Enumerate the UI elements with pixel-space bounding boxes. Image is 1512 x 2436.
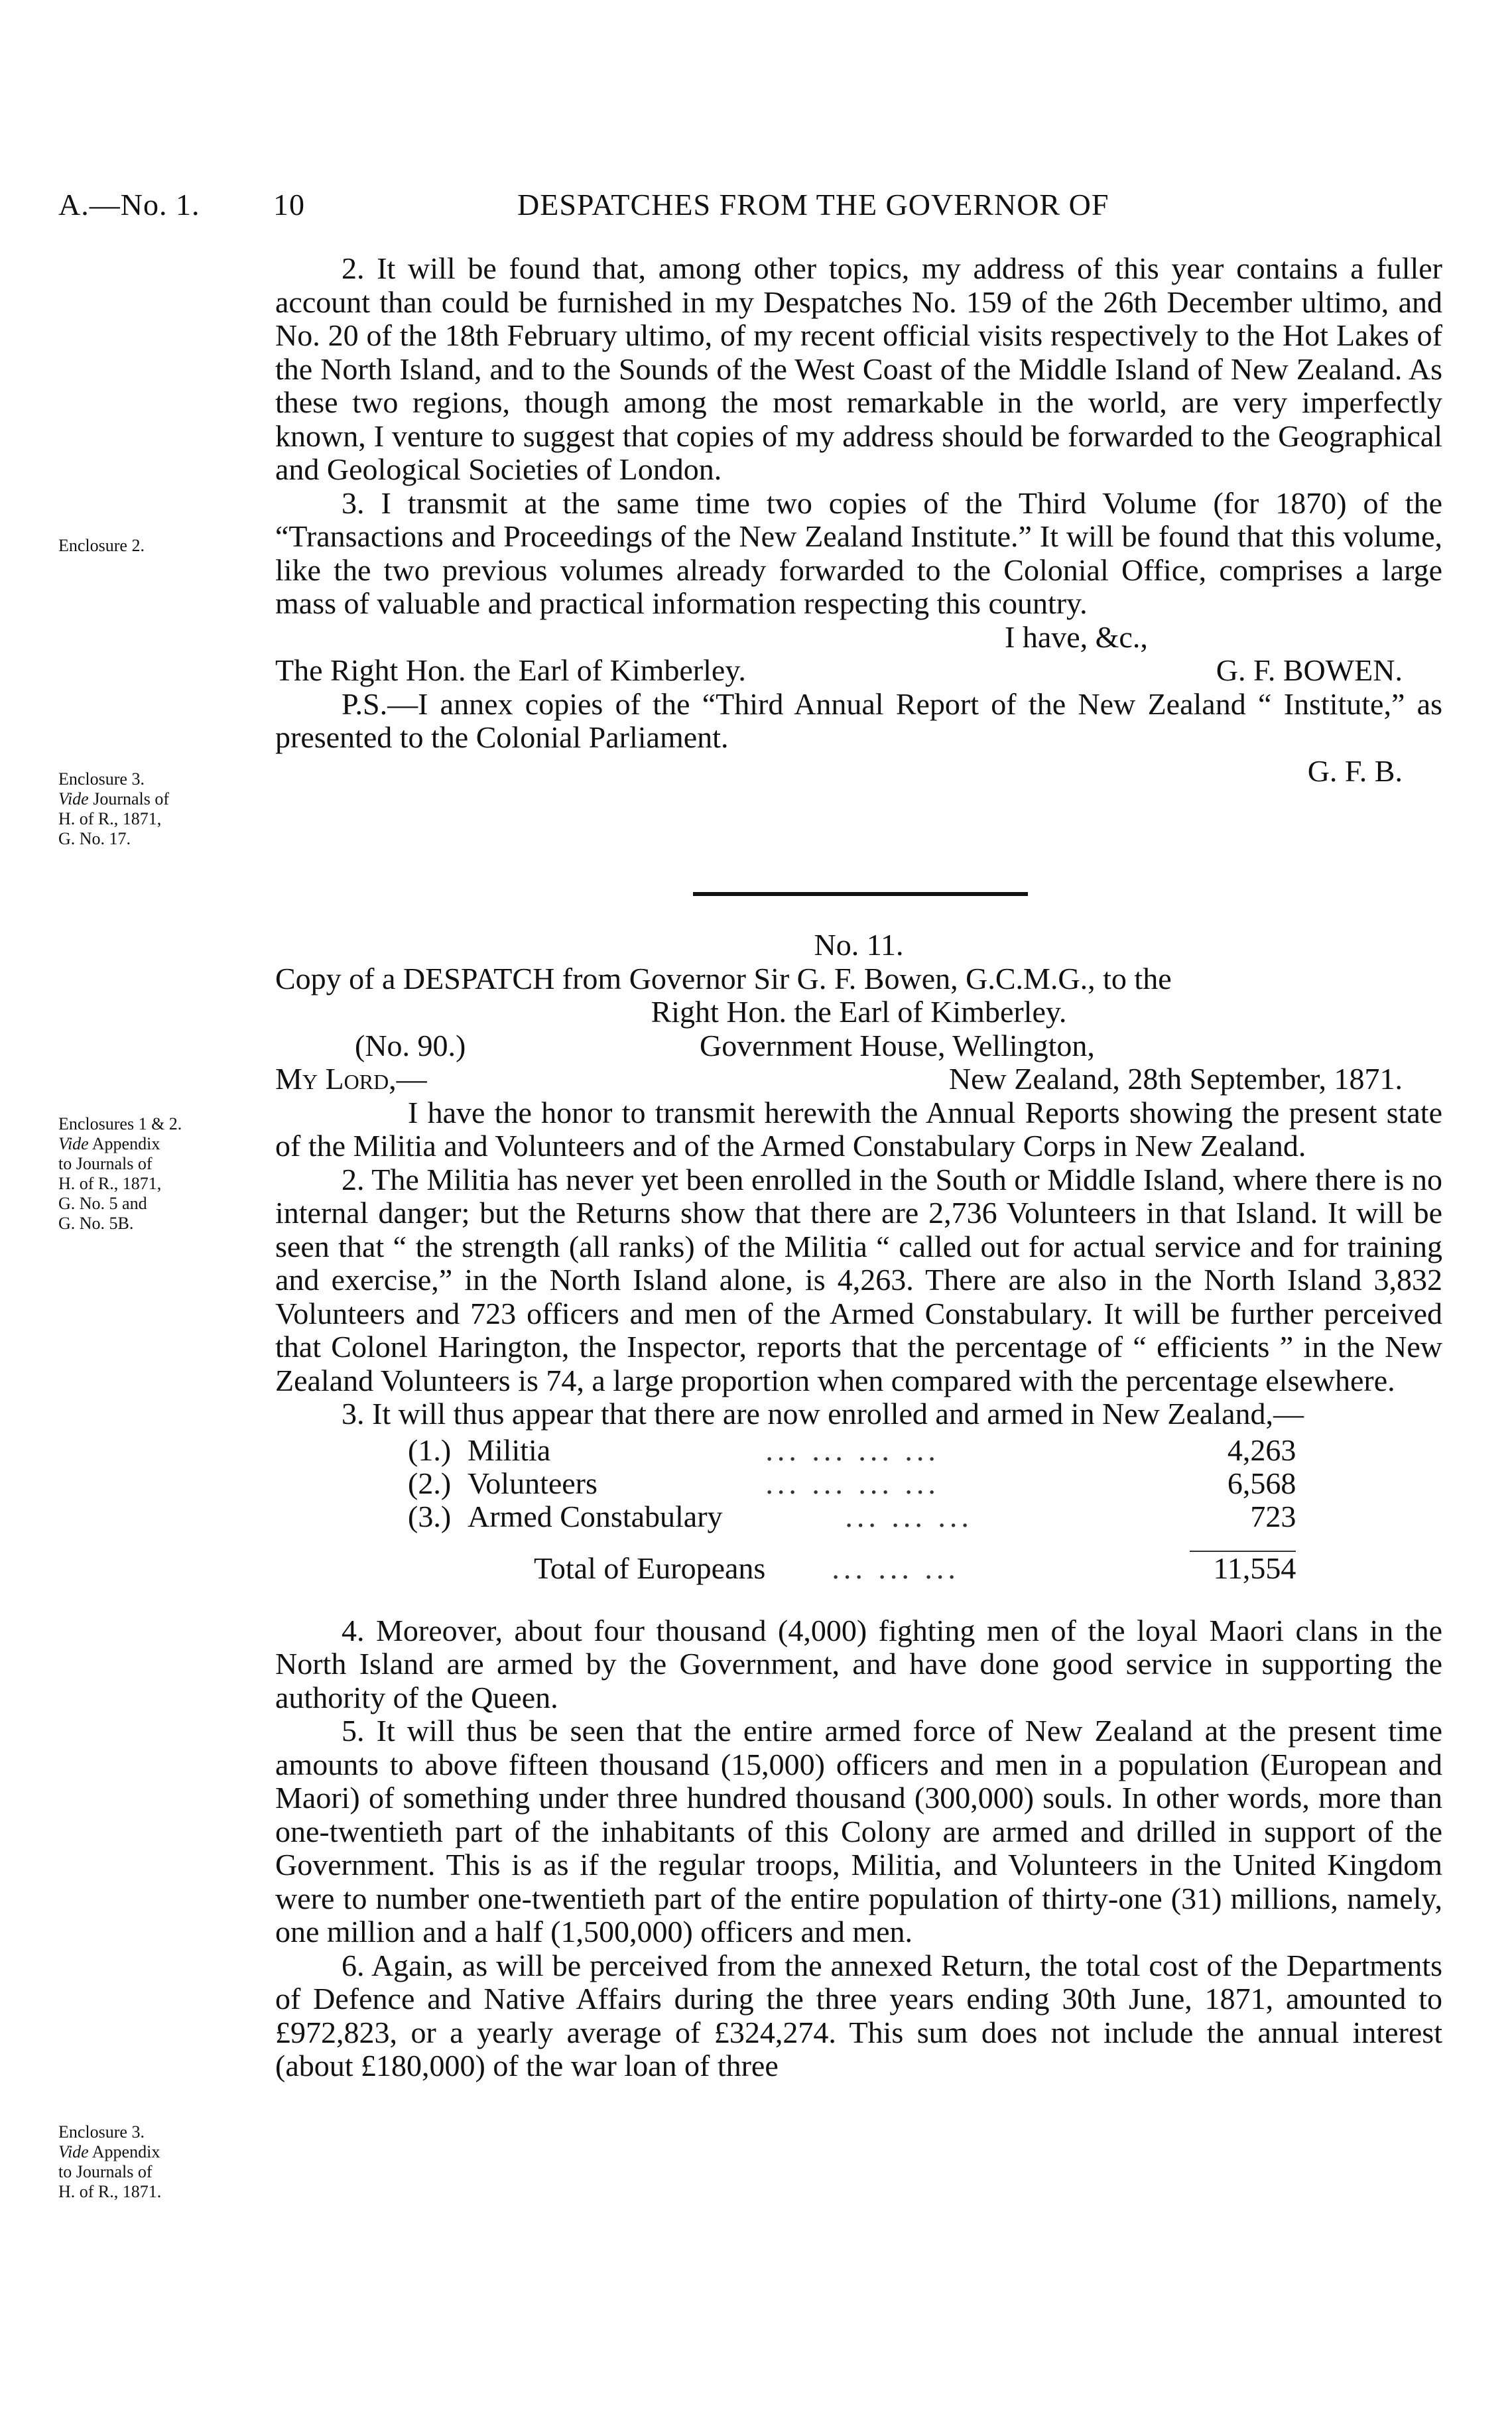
total-label: Total of Europeans <box>534 1551 766 1585</box>
row-label: Armed Constabulary <box>468 1499 723 1533</box>
row-dots: ... ... ... <box>845 1499 973 1533</box>
paragraph-4: 4. Moreover, about four thousand (4,000) fighting men of the loyal Maori clans in the North Island are armed by the Government, and have done good service in supporting the authority of the Queen. <box>275 1613 1442 1714</box>
margin-note-line <box>58 1134 257 1154</box>
total-value: 11,554 <box>1213 1551 1296 1585</box>
margin-note-text: Appendix <box>88 2142 160 2161</box>
margin-note-line: G. No. 17. <box>58 829 131 848</box>
salutation: My Lord,— <box>275 1062 427 1096</box>
row-dots: ... ... ... ... <box>765 1466 940 1500</box>
margin-note-vide: Vide <box>58 1134 89 1153</box>
margin-note-line: G. No. 5B. <box>58 1214 134 1233</box>
place: Government House, Wellington, <box>700 1028 1095 1062</box>
margin-note-line: to Journals of <box>58 1154 153 1173</box>
paragraph-6: 6. Again, as will be perceived from the annexed Return, the total cost of the Departments of Defence and Native Affairs during the three years ending 30th June, 1871, amounted to £972,823, or a yearly average of £324,274. This sum does not include the annual interest (about £180,000) of the war loan of three <box>275 1948 1442 2083</box>
salutation-line <box>275 1062 1442 1096</box>
margin-note-line: Enclosure 3. <box>58 2122 145 2142</box>
table-spacer-row <box>408 1533 1296 1552</box>
row-value: 723 <box>1250 1499 1296 1533</box>
page-number: 10 <box>273 188 305 222</box>
row-index: (2.) <box>408 1466 452 1500</box>
row-dots: ... ... ... ... <box>765 1433 940 1467</box>
paragraph-2: 2. The Militia has never yet been enrolled in the South or Middle Island, where there is no internal danger; but the Returns show that there are 2,736 Volunteers in that Island. It will be seen that “ the strength (all ranks) of the Militia “ called out for actual service and for training and exercise,” in the North Island alone, is 4,263. There are also in the North Island 3,832 Volunteers and 723 officers and men of the Armed Constabulary. It will be further perceived that Colonel Harington, the Inspector, reports that the percentage of “ efficients ” in the New Zealand Volunteers is 74, a large proportion when compared with the percentage elsewhere. <box>275 1162 1442 1397</box>
margin-note-line: G. No. 5 and <box>58 1194 147 1213</box>
row-index: (1.) <box>408 1433 452 1467</box>
margin-note-line: H. of R., 1871, <box>58 809 162 828</box>
paragraph-3-intro: 3. It will thus appear that there are now enrolled and armed in New Zealand,— <box>342 1397 1304 1431</box>
paragraph-3: 3. I transmit at the same time two copies of the Third Volume (for 1870) of the “Transactions and Proceedings of the New Zealand Institute.” It will be found that this volume, like the two previous volumes already forwarded to the Colonial Office, comprises a large mass of valuable and practical information respecting this country. <box>275 485 1442 620</box>
margin-note-text: Appendix <box>88 1134 160 1153</box>
initials: G. F. B. <box>1307 753 1403 788</box>
margin-note-line <box>58 789 257 809</box>
paragraph-5: 5. It will thus be seen that the entire armed force of New Zealand at the present time amounts to above fifteen thousand (15,000) officers and men in a population (European and Maori) of something under three hundred thousand (300,000) souls. In other words, more than one-twentieth part of the inhabitants of this Colony are armed and drilled in support of the Government. This is as if the regular troops, Militia, and Volunteers in the United Kingdom were to number one-twentieth part of the entire population of thirty-one (31) millions, namely, one million and a half (1,500,000) officers and men. <box>275 1714 1442 1949</box>
section-divider <box>693 892 1028 896</box>
margin-note-enclosures-1-2 <box>58 1114 257 1234</box>
margin-note-line: H. of R., 1871. <box>58 2182 162 2201</box>
postscript: P.S.—I annex copies of the “Third Annual Report of the New Zealand “ Institute,” as presented to the Colonial Parliament. <box>275 686 1442 754</box>
row-value: 6,568 <box>1227 1466 1296 1500</box>
margin-note-line: Enclosure 2. <box>58 536 145 555</box>
margin-note-line: H. of R., 1871, <box>58 1174 162 1193</box>
table-row <box>408 1434 1296 1467</box>
margin-note-vide: Vide <box>58 789 89 808</box>
margin-note-enclosure-3-a <box>58 769 257 849</box>
addressee-line <box>275 654 1442 688</box>
margin-note-vide: Vide <box>58 2142 89 2161</box>
margin-note-line: to Journals of <box>58 2162 153 2181</box>
despatch-serial: (No. 90.) <box>355 1028 466 1062</box>
row-index: (3.) <box>408 1499 452 1533</box>
paragraph-2: 2. It will be found that, among other topics, my address of this year contains a fuller account than could be furnished in my Despatches No. 159 of the 26th December ultimo, and No. 20 of the 18th February ultimo, of my recent official visits respectively to the Hot Lakes of the North Island, and to the Sounds of the West Coast of the Middle Island of New Zealand. As these two regions, though among the most remarkable in the world, are very imperfectly known, I venture to suggest that copies of my address should be forwarded to the Geographical and Geological Societies of London. <box>275 251 1442 486</box>
despatch-meta-line <box>275 1029 1442 1063</box>
date: New Zealand, 28th September, 1871. <box>948 1062 1403 1096</box>
despatch-no-11 <box>275 929 1442 2083</box>
margin-note-text: Journals of <box>88 789 170 808</box>
closing: I have, &c., <box>1005 619 1148 654</box>
despatch-continuation <box>275 252 1442 788</box>
running-title: DESPATCHES FROM THE GOVERNOR OF <box>517 188 1109 222</box>
signature: G. F. BOWEN. <box>1216 653 1403 687</box>
row-value: 4,263 <box>1227 1433 1296 1467</box>
row-label: Militia <box>468 1433 551 1467</box>
heading-text: Copy of a DESPATCH from Governor Sir G. F. Bowen, G.C.M.G., to the <box>275 961 1172 995</box>
despatch-number: No. 11. <box>814 928 904 962</box>
addressee: The Right Hon. the Earl of Kimberley. <box>275 653 746 687</box>
margin-note-line <box>58 2142 257 2162</box>
row-label: Volunteers <box>468 1466 598 1500</box>
total-dots: ... ... ... <box>832 1551 960 1585</box>
despatch-heading-line-2: Right Hon. the Earl of Kimberley. <box>651 995 1067 1029</box>
header-ref: A.—No. 1. <box>58 188 200 222</box>
returns-table <box>408 1434 1296 1585</box>
margin-note-enclosure-2 <box>58 536 257 556</box>
margin-note-line: Enclosures 1 & 2. <box>58 1114 182 1133</box>
margin-note-line: Enclosure 3. <box>58 769 145 789</box>
table-total-row <box>408 1552 1296 1585</box>
despatch-heading-line-1 <box>275 962 1442 996</box>
margin-note-enclosure-3-b <box>58 2122 257 2202</box>
table-row <box>408 1467 1296 1500</box>
paragraph-1: I have the honor to transmit herewith the Annual Reports showing the present state of the Militia and Volunteers and of the Armed Constabulary Corps in New Zealand. <box>275 1095 1442 1163</box>
table-row <box>408 1500 1296 1533</box>
